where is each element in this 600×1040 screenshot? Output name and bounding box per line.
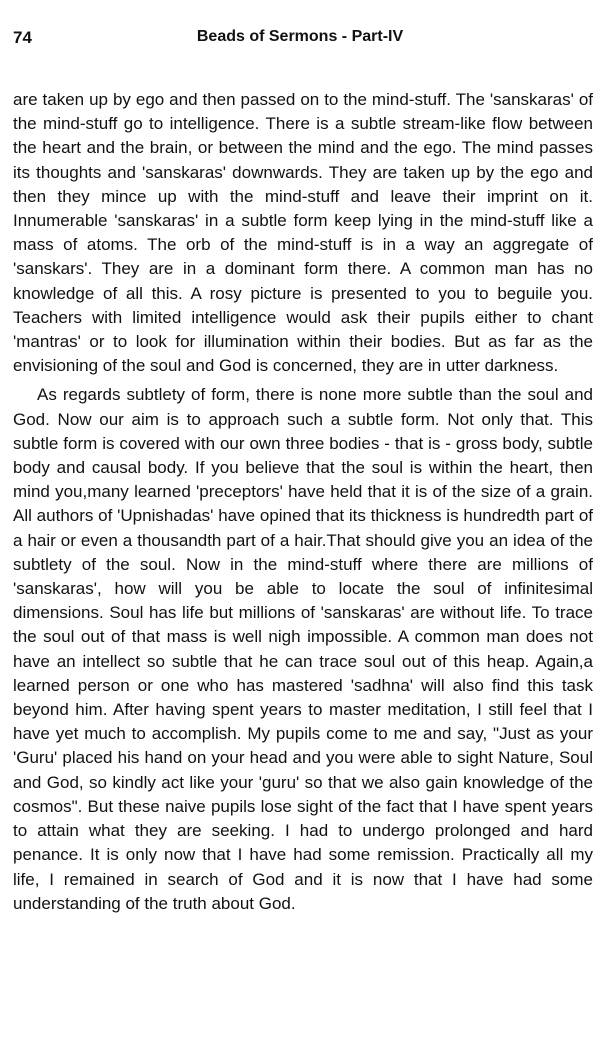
page-number: 74 <box>13 28 32 47</box>
paragraph-subtlety-of-form: As regards subtlety of form, there is none more subtle than the soul and God. Now our aim is to approach such a subtle form. Not only that. This subtle form is covered with our own three bodies - that is - gross body, subtle body and causal body. If you believe that the soul is within the heart, then mind you,many learned 'preceptors' have held that it is of the size of a grain. All authors of 'Upnishadas' have opined that its thickness is hundredth part of a hair or even a thousandth part of a hair.That should give you an idea of the subtlety of the soul. Now in the mind-stuff where there are millions of 'sanskaras', how will you be able to locate the soul of infinitesimal dimensions. Soul has life but millions of 'sanskaras' are without life. To trace the soul out of that mass is well nigh impossible. A common man does not have an intellect so subtle that he can trace soul out of this heap. Again,a learned person or one who has mastered 'sadhna' will also find this task beyond him. After having spent years to master meditation, I still feel that I have yet much to accomplish. My pupils come to me and say, "Just as your 'Guru' placed his hand on your head and you were able to sight Nature, Soul and God, so kindly act like your 'guru' so that we also gain knowledge of the cosmos". But these naive pupils lose sight of the fact that I have spent years to attain what they are seeking. I had to undergo prolonged and hard penance. It is only now that I have had some remission. Practically all my life, I remained in search of God and it is now that I have had some understanding of the truth about God. <box>13 385 593 913</box>
running-title: Beads of Sermons - Part-IV <box>196 28 404 45</box>
paragraph-continued: are taken up by ego and then passed on to the mind-stuff. The 'sanskaras' of the mind-stuff go to intelligence. There is a subtle stream-like flow between the heart and the brain, or between the mind and the ego. The mind passes its thoughts and 'sanskaras' downwards. They are taken up by the ego and then they mince up with the mind-stuff and leave their imprint on it. Innumerable 'sanskaras' in a subtle form keep lying in the mind-stuff like a mass of atoms. The orb of the mind-stuff is in a way an aggregate of 'sanskars'. They are in a dominant form there. A common man has no knowledge of all this. A rosy picture is presented to you to beguile you. Teachers with limited intelligence would ask their pupils either to chant 'mantras' or to look for illumination within their bodies. But as far as the envisioning of the soul and God is concerned, they are in utter darkness. <box>13 90 593 376</box>
body-text <box>13 88 593 916</box>
page-header <box>0 28 600 52</box>
